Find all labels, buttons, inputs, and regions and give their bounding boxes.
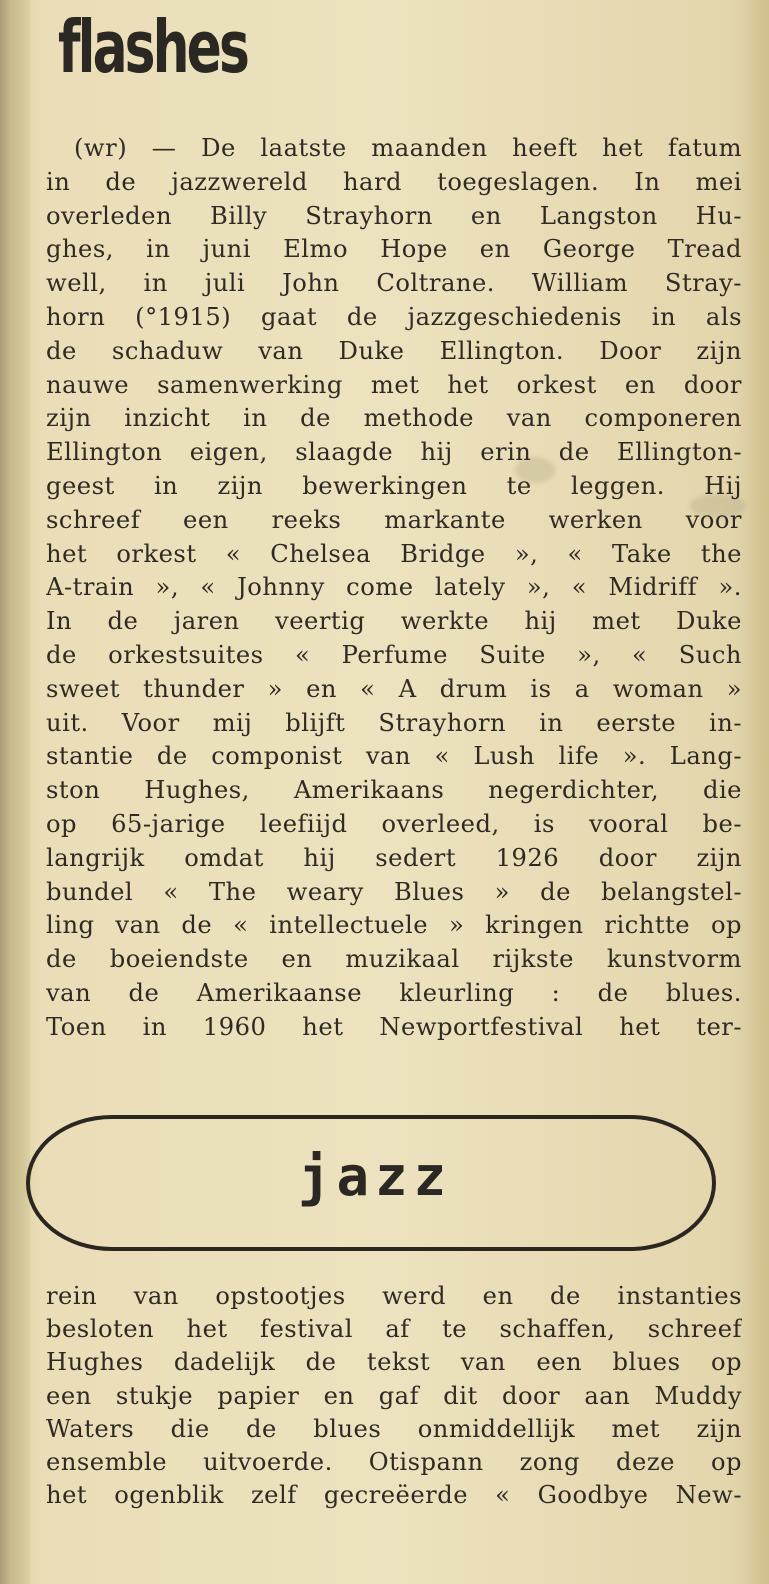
article-line: A-train », « Johnny come lately », « Midriff ». [46,573,742,602]
article-text-bottom [46,1280,742,1512]
article-line: ensemble uitvoerde. Otispann zong deze op [46,1448,742,1477]
article-line: Waters die de blues onmiddellijk met zijn [46,1414,742,1443]
article-line: horn (°1915) gaat de jazzgeschiedenis in als [46,302,742,331]
article-line: op 65-jarige leefiijd overleed, is vooral be- [46,809,742,838]
article-line: het orkest « Chelsea Bridge », « Take the [46,539,742,568]
article-line: overleden Billy Strayhorn en Langston Hu- [46,201,742,230]
article-line: well, in juli John Coltrane. William Stray- [46,269,742,298]
article-line: bundel « The weary Blues » de belangstel- [46,877,742,906]
article-line: van de Amerikaanse kleurling : de blues. [46,978,742,1007]
article-line: een stukje papier en gaf dit door aan Muddy [46,1381,742,1410]
article-line: besloten het festival af te schaffen, schreef [46,1315,742,1344]
article-line: ling van de « intellectuele » kringen richtte op [46,911,742,940]
article-line: ghes, in juni Elmo Hope en George Tread [46,235,742,264]
article-line: Ellington eigen, slaagde hij erin de Ellington- [46,438,742,467]
article-line: langrijk omdat hij sedert 1926 door zijn [46,843,742,872]
article-line: In de jaren veertig werkte hij met Duke [46,607,742,636]
article-line: uit. Voor mij blijft Strayhorn in eerste in- [46,708,742,737]
article-line: de schaduw van Duke Ellington. Door zijn [46,336,742,365]
article-line: Hughes dadelijk de tekst van een blues op [46,1348,742,1377]
article-line: het ogenblik zelf gecreëerde « Goodbye New- [46,1481,742,1510]
article-line: schreef een reeks markante werken voor [46,505,742,534]
article-line: sweet thunder » en « A drum is a woman » [46,674,742,703]
article-line: in de jazzwereld hard toegeslagen. In mei [46,167,742,196]
article-line: Toen in 1960 het Newportfestival het ter- [46,1012,742,1041]
article-line: nauwe samenwerking met het orkest en door [46,370,742,399]
jazz-section-label: jazz [297,1145,453,1208]
article-line: zijn inzicht in de methode van componeren [46,404,742,433]
jazz-section-banner [26,1115,716,1251]
paper-edge-shadow [747,0,769,1584]
article-line: rein van opstootjes werd en de instanties [46,1282,742,1310]
paper-fold-shadow [0,0,30,1584]
article-line: ston Hughes, Amerikaans negerdichter, die [46,776,742,805]
article-line: de boeiendste en muzikaal rijkste kunstvorm [46,945,742,974]
article-line: geest in zijn bewerkingen te leggen. Hij [46,471,742,500]
article-text-top [46,132,742,1045]
article-headline: flashes [58,5,247,89]
article-line: (wr) — De laatste maanden heeft het fatum [74,134,742,162]
article-line: stantie de componist van « Lush life ». Lang- [46,742,742,771]
article-line: de orkestsuites « Perfume Suite », « Such [46,640,742,669]
